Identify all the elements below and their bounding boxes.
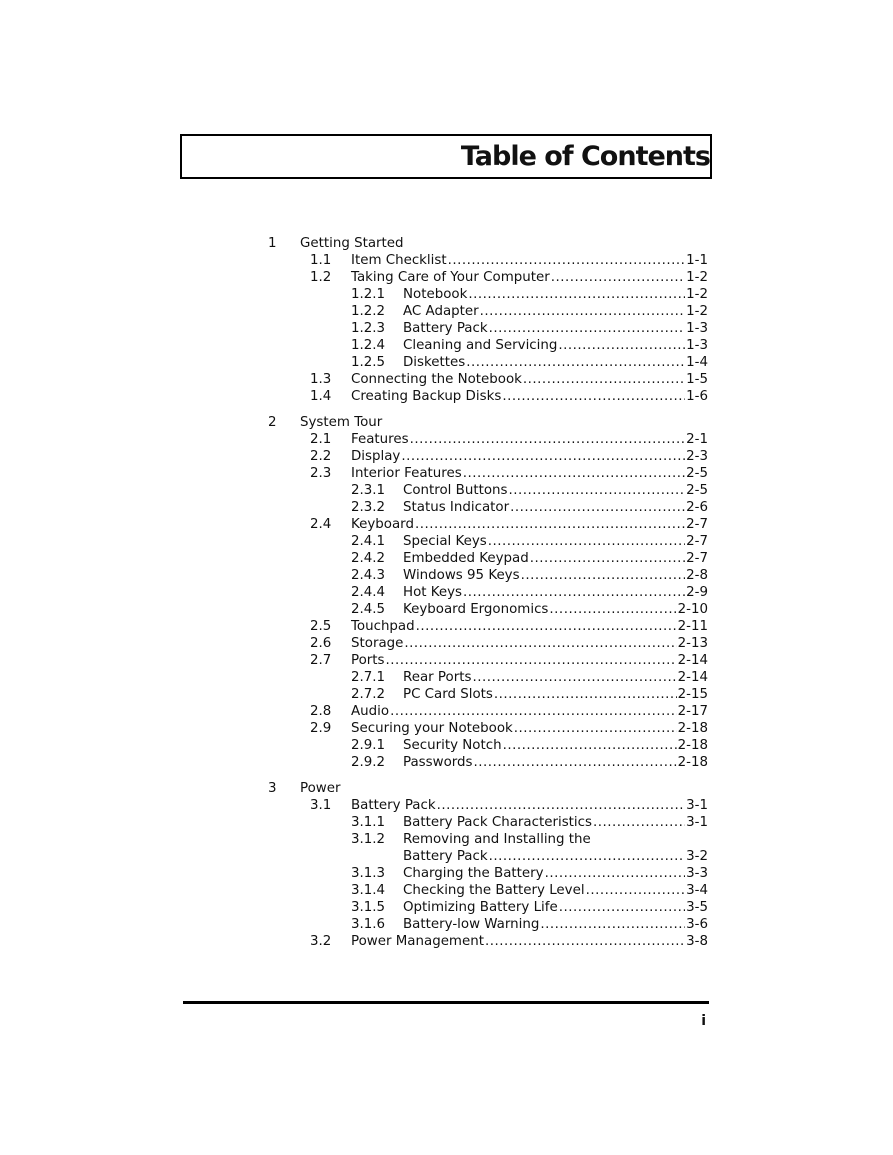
toc-entry-title: Touchpad — [351, 619, 415, 634]
toc-entry-page: 3-8 — [686, 934, 708, 949]
toc-entry[interactable] — [268, 499, 708, 516]
toc-dot-leader — [466, 354, 685, 371]
toc-entry-title: Battery Pack — [351, 798, 436, 813]
toc-entry-content — [351, 431, 708, 448]
toc-dot-leader — [514, 720, 677, 737]
toc-entry-page: 2-5 — [686, 466, 708, 481]
toc-entry-title: AC Adapter — [403, 304, 479, 319]
toc-entry-number: 1.2 — [310, 270, 332, 285]
toc-entry-number: 1.2.2 — [351, 304, 386, 319]
toc-entry-page: 1-2 — [686, 270, 708, 285]
toc-entry[interactable] — [268, 371, 708, 388]
toc-entry-number: 2.4.4 — [351, 585, 386, 600]
toc-entry-content — [403, 601, 708, 618]
toc-entry-number: 1.2.5 — [351, 355, 386, 370]
toc-entry-title: Passwords — [403, 755, 473, 770]
toc-dot-leader — [503, 737, 677, 754]
toc-entry-content — [351, 465, 708, 482]
toc-entry-title: Optimizing Battery Life — [403, 900, 558, 915]
toc-entry-number: 2.5 — [310, 619, 332, 634]
toc-chapter-entry — [300, 414, 708, 431]
toc-dot-leader — [468, 286, 685, 303]
toc-entry-content — [403, 286, 708, 303]
toc-entry[interactable] — [268, 814, 708, 831]
toc-dot-leader — [404, 635, 676, 652]
toc-entry-page: 2-1 — [686, 432, 708, 447]
toc-entry-page: 1-6 — [686, 389, 708, 404]
toc-entry[interactable] — [268, 686, 708, 703]
toc-entry-content — [351, 371, 708, 388]
toc-entry[interactable] — [268, 720, 708, 737]
toc-entry-number: 2.9.2 — [351, 755, 386, 770]
toc-list — [268, 235, 708, 959]
toc-entry[interactable] — [268, 797, 708, 814]
toc-entry[interactable] — [268, 601, 708, 618]
toc-dot-leader — [530, 550, 685, 567]
toc-entry-page: 3-1 — [686, 798, 708, 813]
toc-entry-title: PC Card Slots — [403, 687, 493, 702]
toc-entry-title: Diskettes — [403, 355, 466, 370]
toc-entry-title: Special Keys — [403, 534, 487, 549]
toc-entry-title: Checking the Battery Level — [403, 883, 585, 898]
toc-dot-leader — [502, 388, 685, 405]
toc-entry-page: 2-8 — [686, 568, 708, 583]
toc-entry-page: 1-3 — [686, 321, 708, 336]
toc-entry[interactable] — [268, 465, 708, 482]
toc-entry-title: Status Indicator — [403, 500, 510, 515]
toc-entry-page: 2-7 — [686, 551, 708, 566]
toc-entry-title: Removing and Installing the — [403, 832, 591, 847]
toc-entry-title: Battery-low Warning — [403, 917, 540, 932]
toc-entry-page: 2-17 — [677, 704, 708, 719]
toc-entry-number: 2.3.1 — [351, 483, 386, 498]
toc-entry-number: 3.1.1 — [351, 815, 386, 830]
toc-dot-leader — [390, 703, 677, 720]
toc-dot-leader — [586, 882, 686, 899]
toc-entry-title: Battery Pack Characteristics — [403, 815, 592, 830]
toc-entry-content — [403, 865, 708, 882]
toc-chapter-heading[interactable] — [268, 414, 708, 431]
toc-entry-number: 2.3 — [310, 466, 332, 481]
toc-dot-leader — [545, 865, 686, 882]
toc-dot-leader — [474, 754, 677, 771]
toc-entry[interactable] — [268, 337, 708, 354]
toc-chapter — [268, 780, 708, 950]
toc-entry-page: 2-18 — [677, 755, 708, 770]
toc-entry[interactable] — [268, 737, 708, 754]
toc-entry[interactable] — [268, 754, 708, 771]
toc-entry-page: 3-2 — [686, 849, 708, 864]
toc-dot-leader — [593, 814, 685, 831]
toc-entry-title: Creating Backup Disks — [351, 389, 502, 404]
toc-entry-page: 2-7 — [686, 517, 708, 532]
toc-entry-content — [351, 635, 708, 652]
toc-entry-page: 2-14 — [677, 670, 708, 685]
toc-entry[interactable] — [268, 388, 708, 405]
toc-entry-title: Charging the Battery — [403, 866, 544, 881]
toc-entry-title: Control Buttons — [403, 483, 508, 498]
toc-chapter-title: Power — [300, 781, 341, 796]
toc-entry-title: Hot Keys — [403, 585, 463, 600]
toc-entry-page: 3-5 — [686, 900, 708, 915]
toc-entry[interactable] — [268, 252, 708, 269]
toc-chapter-heading[interactable] — [268, 780, 708, 797]
toc-dot-leader — [386, 652, 677, 669]
toc-dot-leader — [540, 916, 685, 933]
toc-entry-title: Storage — [351, 636, 404, 651]
toc-entry-page: 2-18 — [677, 721, 708, 736]
toc-entry-number: 3.1.5 — [351, 900, 386, 915]
toc-entry-number: 1.2.4 — [351, 338, 386, 353]
toc-dot-leader — [448, 252, 686, 269]
toc-entry-page: 2-5 — [686, 483, 708, 498]
toc-entry-content — [403, 354, 708, 371]
toc-entry-number: 2.4.5 — [351, 602, 386, 617]
toc-entry-title: Embedded Keypad — [403, 551, 529, 566]
toc-entry-content — [403, 320, 708, 337]
toc-entry-content — [403, 899, 708, 916]
toc-entry-number: 2.3.2 — [351, 500, 386, 515]
toc-dot-leader — [509, 482, 686, 499]
toc-entry-content — [403, 303, 708, 320]
toc-entry-number: 2.2 — [310, 449, 332, 464]
toc-entry[interactable] — [268, 516, 708, 533]
toc-entry-content — [403, 533, 708, 550]
toc-entry-title: Security Notch — [403, 738, 502, 753]
toc-entry-continuation[interactable] — [268, 848, 708, 865]
toc-entry-title: Item Checklist — [351, 253, 447, 268]
page-number: i — [701, 1013, 706, 1029]
toc-chapter-entry — [300, 780, 708, 797]
toc-chapter — [268, 235, 708, 405]
toc-entry-title: Securing your Notebook — [351, 721, 513, 736]
toc-dot-leader — [523, 371, 685, 388]
toc-entry-page: 1-3 — [686, 338, 708, 353]
toc-entry[interactable] — [268, 269, 708, 286]
toc-chapter-title: Getting Started — [300, 236, 404, 251]
toc-entry-content — [351, 652, 708, 669]
toc-entry-page: 3-4 — [686, 883, 708, 898]
toc-entry-content — [351, 703, 708, 720]
toc-entry-content — [403, 482, 708, 499]
toc-entry-number: 1.1 — [310, 253, 332, 268]
toc-chapter-number: 1 — [268, 236, 277, 251]
toc-entry-number: 2.8 — [310, 704, 332, 719]
toc-entry-number: 2.9.1 — [351, 738, 386, 753]
toc-entry-content — [403, 499, 708, 516]
toc-entry-page: 3-6 — [686, 917, 708, 932]
toc-entry-title: Ports — [351, 653, 385, 668]
toc-entry-number: 3.2 — [310, 934, 332, 949]
toc-chapter-entry — [300, 235, 708, 252]
toc-entry-page: 3-3 — [686, 866, 708, 881]
toc-dot-leader — [558, 337, 685, 354]
toc-entry-page: 2-13 — [677, 636, 708, 651]
toc-entry[interactable] — [268, 703, 708, 720]
title-box — [180, 134, 712, 179]
toc-entry-title: Keyboard — [351, 517, 414, 532]
toc-entry-title: Interior Features — [351, 466, 462, 481]
toc-entry-page: 2-7 — [686, 534, 708, 549]
toc-entry-page: 1-5 — [686, 372, 708, 387]
toc-dot-leader — [463, 465, 685, 482]
toc-dot-leader — [437, 797, 686, 814]
toc-entry-title: Keyboard Ergonomics — [403, 602, 549, 617]
toc-entry[interactable] — [268, 916, 708, 933]
toc-entry-page: 1-1 — [686, 253, 708, 268]
toc-entry[interactable] — [268, 303, 708, 320]
toc-entry[interactable] — [268, 584, 708, 601]
toc-entry-number: 2.4.2 — [351, 551, 386, 566]
toc-entry-number: 2.4.1 — [351, 534, 386, 549]
toc-entry[interactable] — [268, 865, 708, 882]
toc-dot-leader — [415, 516, 685, 533]
toc-entry-number: 3.1.4 — [351, 883, 386, 898]
toc-entry-content — [403, 567, 708, 584]
toc-dot-leader — [494, 686, 677, 703]
toc-chapter — [268, 414, 708, 771]
toc-entry-number: 1.2.3 — [351, 321, 386, 336]
toc-dot-leader — [559, 899, 685, 916]
toc-dot-leader — [472, 669, 676, 686]
toc-dot-leader — [485, 933, 685, 950]
toc-dot-leader — [463, 584, 685, 601]
toc-entry-content — [351, 797, 708, 814]
toc-entry-number: 2.7.1 — [351, 670, 386, 685]
toc-entry[interactable] — [268, 482, 708, 499]
toc-entry-title: Windows 95 Keys — [403, 568, 520, 583]
page-title: Table of Contents — [460, 141, 710, 172]
toc-entry[interactable] — [268, 899, 708, 916]
toc-entry-content — [403, 584, 708, 601]
toc-entry[interactable] — [268, 882, 708, 899]
toc-entry[interactable] — [268, 669, 708, 686]
toc-entry-content — [351, 448, 708, 465]
toc-entry-title: Battery Pack — [403, 321, 488, 336]
toc-chapter-heading[interactable] — [268, 235, 708, 252]
toc-entry[interactable] — [268, 354, 708, 371]
toc-entry[interactable] — [268, 618, 708, 635]
toc-entry-title-continued: Battery Pack — [403, 849, 488, 864]
toc-entry-title: Notebook — [403, 287, 468, 302]
toc-dot-leader — [549, 601, 676, 618]
toc-entry-title: Audio — [351, 704, 390, 719]
toc-entry-page: 2-3 — [686, 449, 708, 464]
toc-dot-leader — [488, 533, 685, 550]
toc-entry-number: 2.4.3 — [351, 568, 386, 583]
toc-entry[interactable] — [268, 567, 708, 584]
toc-entry-content — [403, 669, 708, 686]
toc-entry-page: 1-2 — [686, 287, 708, 302]
toc-entry-content — [351, 516, 708, 533]
toc-entry[interactable] — [268, 652, 708, 669]
toc-entry-page: 2-9 — [686, 585, 708, 600]
toc-entry-content — [403, 550, 708, 567]
toc-entry-content — [403, 814, 708, 831]
toc-entry-title: Cleaning and Servicing — [403, 338, 558, 353]
toc-dot-leader — [401, 448, 685, 465]
toc-entry-number: 2.6 — [310, 636, 332, 651]
toc-entry[interactable] — [268, 831, 708, 848]
toc-entry-page: 2-14 — [677, 653, 708, 668]
toc-entry-page: 2-11 — [677, 619, 708, 634]
toc-entry-content — [403, 737, 708, 754]
toc-entry[interactable] — [268, 933, 708, 950]
toc-entry-number: 1.3 — [310, 372, 332, 387]
toc-entry-content — [351, 618, 708, 635]
toc-entry-page: 1-2 — [686, 304, 708, 319]
toc-entry-number: 3.1.2 — [351, 832, 386, 847]
toc-entry-title: Taking Care of Your Computer — [351, 270, 550, 285]
toc-entry-content — [403, 916, 708, 933]
toc-entry[interactable] — [268, 320, 708, 337]
toc-entry-content — [351, 388, 708, 405]
toc-entry-number: 3.1.6 — [351, 917, 386, 932]
toc-entry-number: 2.1 — [310, 432, 332, 447]
toc-chapter-number: 3 — [268, 781, 277, 796]
toc-entry[interactable] — [268, 550, 708, 567]
toc-entry-content — [403, 754, 708, 771]
toc-entry[interactable] — [268, 448, 708, 465]
toc-entry-page: 3-1 — [686, 815, 708, 830]
toc-entry-title: Display — [351, 449, 401, 464]
footer-rule — [183, 1001, 709, 1004]
toc-entry-number: 1.4 — [310, 389, 332, 404]
toc-entry-content — [403, 831, 708, 848]
toc-entry-page: 1-4 — [686, 355, 708, 370]
toc-entry-page: 2-6 — [686, 500, 708, 515]
toc-entry-title: Power Management — [351, 934, 484, 949]
toc-entry-content — [351, 720, 708, 737]
toc-entry-number: 2.9 — [310, 721, 332, 736]
toc-entry-title: Connecting the Notebook — [351, 372, 522, 387]
toc-entry-page: 2-10 — [677, 602, 708, 617]
toc-dot-leader — [489, 848, 686, 865]
toc-entry-number: 2.4 — [310, 517, 332, 532]
toc-entry-page: 2-18 — [677, 738, 708, 753]
toc-entry-number: 1.2.1 — [351, 287, 386, 302]
toc-dot-leader — [489, 320, 686, 337]
toc-entry[interactable] — [268, 533, 708, 550]
toc-entry-page: 2-15 — [677, 687, 708, 702]
toc-dot-leader — [510, 499, 685, 516]
toc-entry-number: 3.1.3 — [351, 866, 386, 881]
toc-entry-content — [351, 252, 708, 269]
toc-entry-content — [403, 686, 708, 703]
toc-chapter-title: System Tour — [300, 415, 383, 430]
toc-entry-content — [403, 337, 708, 354]
toc-entry[interactable] — [268, 635, 708, 652]
toc-entry-content — [351, 269, 708, 286]
toc-dot-leader — [551, 269, 685, 286]
toc-dot-leader — [416, 618, 677, 635]
toc-entry-title: Features — [351, 432, 409, 447]
toc-chapter-number: 2 — [268, 415, 277, 430]
toc-entry-number: 3.1 — [310, 798, 332, 813]
toc-entry-number: 2.7.2 — [351, 687, 386, 702]
toc-entry[interactable] — [268, 431, 708, 448]
toc-entry[interactable] — [268, 286, 708, 303]
toc-entry-content — [403, 848, 708, 865]
toc-dot-leader — [410, 431, 686, 448]
toc-entry-title: Rear Ports — [403, 670, 472, 685]
toc-entry-content — [351, 933, 708, 950]
toc-dot-leader — [480, 303, 685, 320]
toc-entry-content — [403, 882, 708, 899]
toc-dot-leader — [521, 567, 686, 584]
toc-entry-number: 2.7 — [310, 653, 332, 668]
